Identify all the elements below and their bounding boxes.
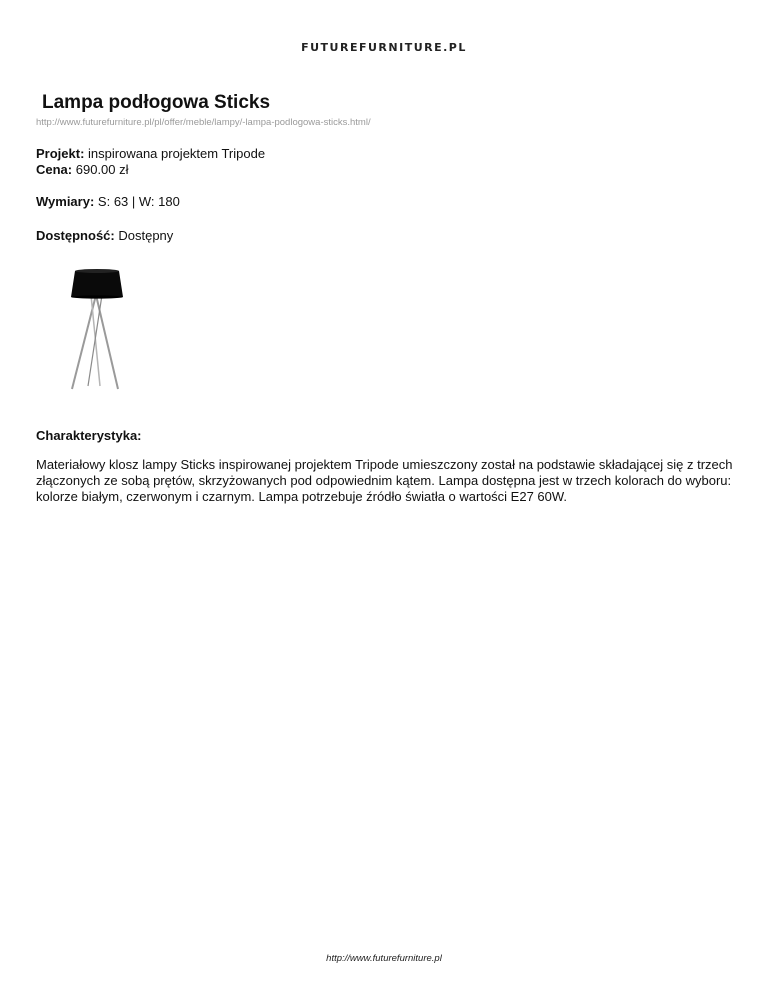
projekt-row xyxy=(36,146,265,162)
availability-row xyxy=(36,228,173,244)
characteristics-description: Materiałowy klosz lampy Sticks inspirowanej projektem Tripode umieszczony został na podstawie składającej się z trzech złączonych ze sobą prętów, skrzyżowanych pod odpowiednim kątem. Lampa dostępna jest w trzech kolorach do wyboru: kolorze białym, czerwonym i czarnym. Lampa potrzebuje źródło światła o wartości E27 60W. xyxy=(36,457,733,504)
dimensions-row xyxy=(36,194,180,210)
tripod-floor-lamp-image xyxy=(62,268,132,393)
projekt-label: Projekt: xyxy=(36,146,85,161)
availability-label: Dostępność: xyxy=(36,228,115,243)
footer-url[interactable]: http://www.futurefurniture.pl xyxy=(326,953,442,964)
dimensions-label: Wymiary: xyxy=(36,194,95,209)
price-value: 690.00 zł xyxy=(75,162,129,177)
site-logo: FUTUREFURNITURE.PL xyxy=(301,41,467,54)
product-url[interactable]: http://www.futurefurniture.pl/pl/offer/meble/lampy/-lampa-podlogowa-sticks.html/ xyxy=(36,117,371,128)
projekt-value: inspirowana projektem Tripode xyxy=(88,146,266,161)
product-title: Lampa podłogowa Sticks xyxy=(42,92,271,113)
availability-value: Dostępny xyxy=(118,228,174,243)
price-row xyxy=(36,162,129,178)
characteristics-heading: Charakterystyka: xyxy=(36,428,142,443)
price-label: Cena: xyxy=(36,162,73,177)
dimensions-value: S: 63 | W: 180 xyxy=(97,194,180,209)
